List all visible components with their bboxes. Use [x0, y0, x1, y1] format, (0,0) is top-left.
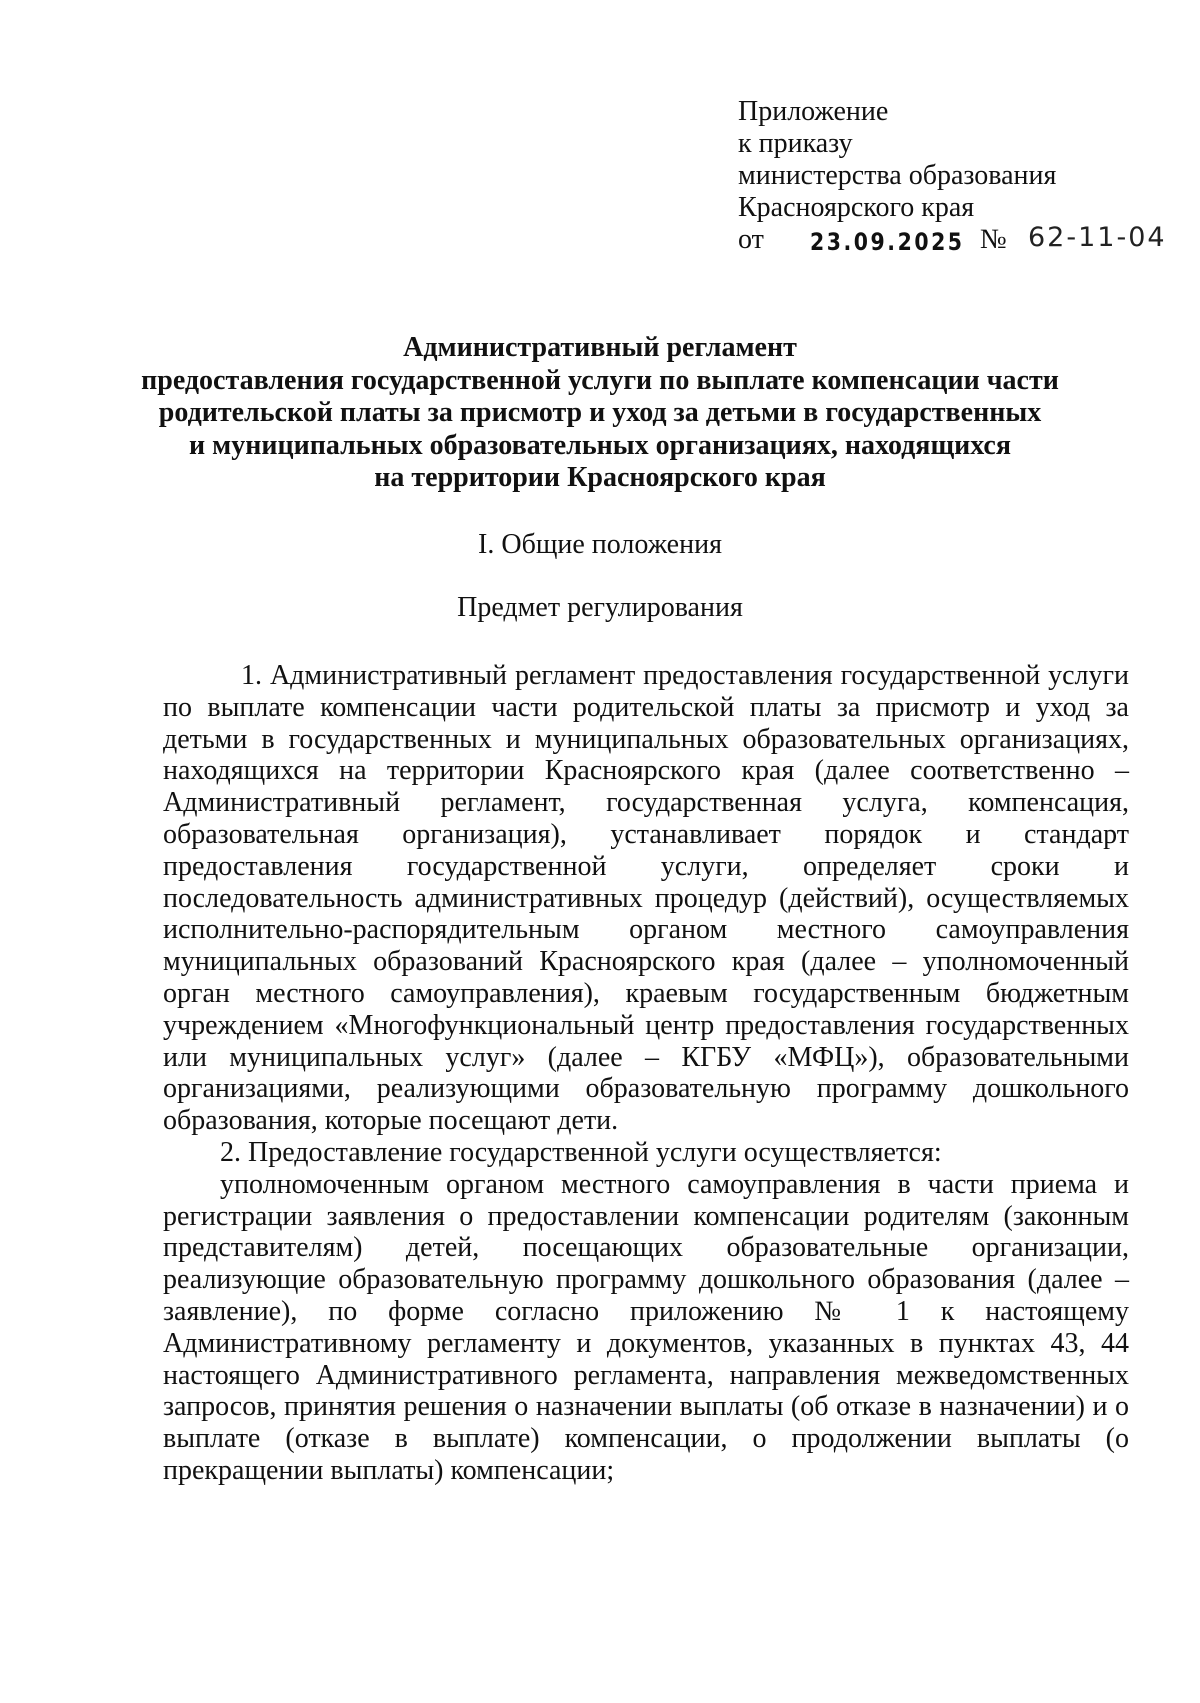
document-body	[163, 660, 1129, 1487]
appendix-line-3: министерства образования	[738, 160, 1057, 191]
title-line-2: предоставления государственной услуги по выплате компенсации части	[141, 364, 1059, 396]
date-prefix: от	[738, 224, 764, 255]
title-line-3: родительской платы за присмотр и уход за детьми в государственных	[158, 397, 1042, 428]
title-line-5: на территории Красноярского края	[374, 462, 826, 493]
appendix-line-1: Приложение	[738, 96, 889, 127]
appendix-block	[738, 96, 1167, 260]
title-line-4: и муниципальных образовательных организациях, находящихся	[188, 429, 1011, 461]
subject-heading: Предмет регулирования	[457, 592, 743, 623]
order-date-row	[738, 222, 1167, 260]
order-number-handwritten: 62-11-04	[1028, 222, 1167, 253]
appendix-line-4: Красноярского края	[738, 192, 975, 223]
paragraph-3: уполномоченным органом местного самоуправления в части приема и регистрации заявления о предоставлении компенсации родителям (законным представителям) детей, посещающих образовательные организации, реализующие образовательную программу дошкольного образования (далее – заявление), по форме согласно приложению № 1 к настоящему Административному регламенту и документов, указанных в пунктах 43, 44 настоящего Административного регламента, направления межведомственных запросов, принятия решения о назначении выплаты (об отказе в назначении) и о выплате (отказе в выплате) компенсации, о продолжении выплаты (о прекращении выплаты) компенсации;	[163, 1168, 1129, 1486]
paragraph-2: 2. Предоставление государственной услуги осуществляется:	[220, 1136, 942, 1168]
chapter-heading: I. Общие положения	[478, 529, 722, 560]
order-date-stamp: 23.09.2025	[810, 228, 965, 256]
title-line-1: Административный регламент	[403, 332, 797, 363]
number-label: №	[980, 224, 1007, 255]
paragraph-1: 1. Административный регламент предоставления государственной услуги по выплате компенсации части родительской платы за присмотр и уход за детьми в государственных и муниципальных образовательных организациях, находящихся на территории Красноярского края (далее соответственно – Административный регламент, государственная услуга, компенсация, образовательная организация), устанавливает порядок и стандарт предоставления государственной услуги, определяет сроки и последовательность административных процедур (действий), осуществляемых исполнительно-распорядительным органом местного самоуправления муниципальных образований Красноярского края (далее – уполномоченный орган местного самоуправления), краевым государственным бюджетным учреждением «Многофункциональный центр предоставления государственных или муниципальных услуг» (далее – КГБУ «МФЦ»), образовательными организациями, реализующими образовательную программу дошкольного образования, которые посещают дети.	[163, 660, 1129, 1137]
appendix-line-2: к приказу	[738, 128, 853, 159]
document-title	[140, 332, 1060, 495]
